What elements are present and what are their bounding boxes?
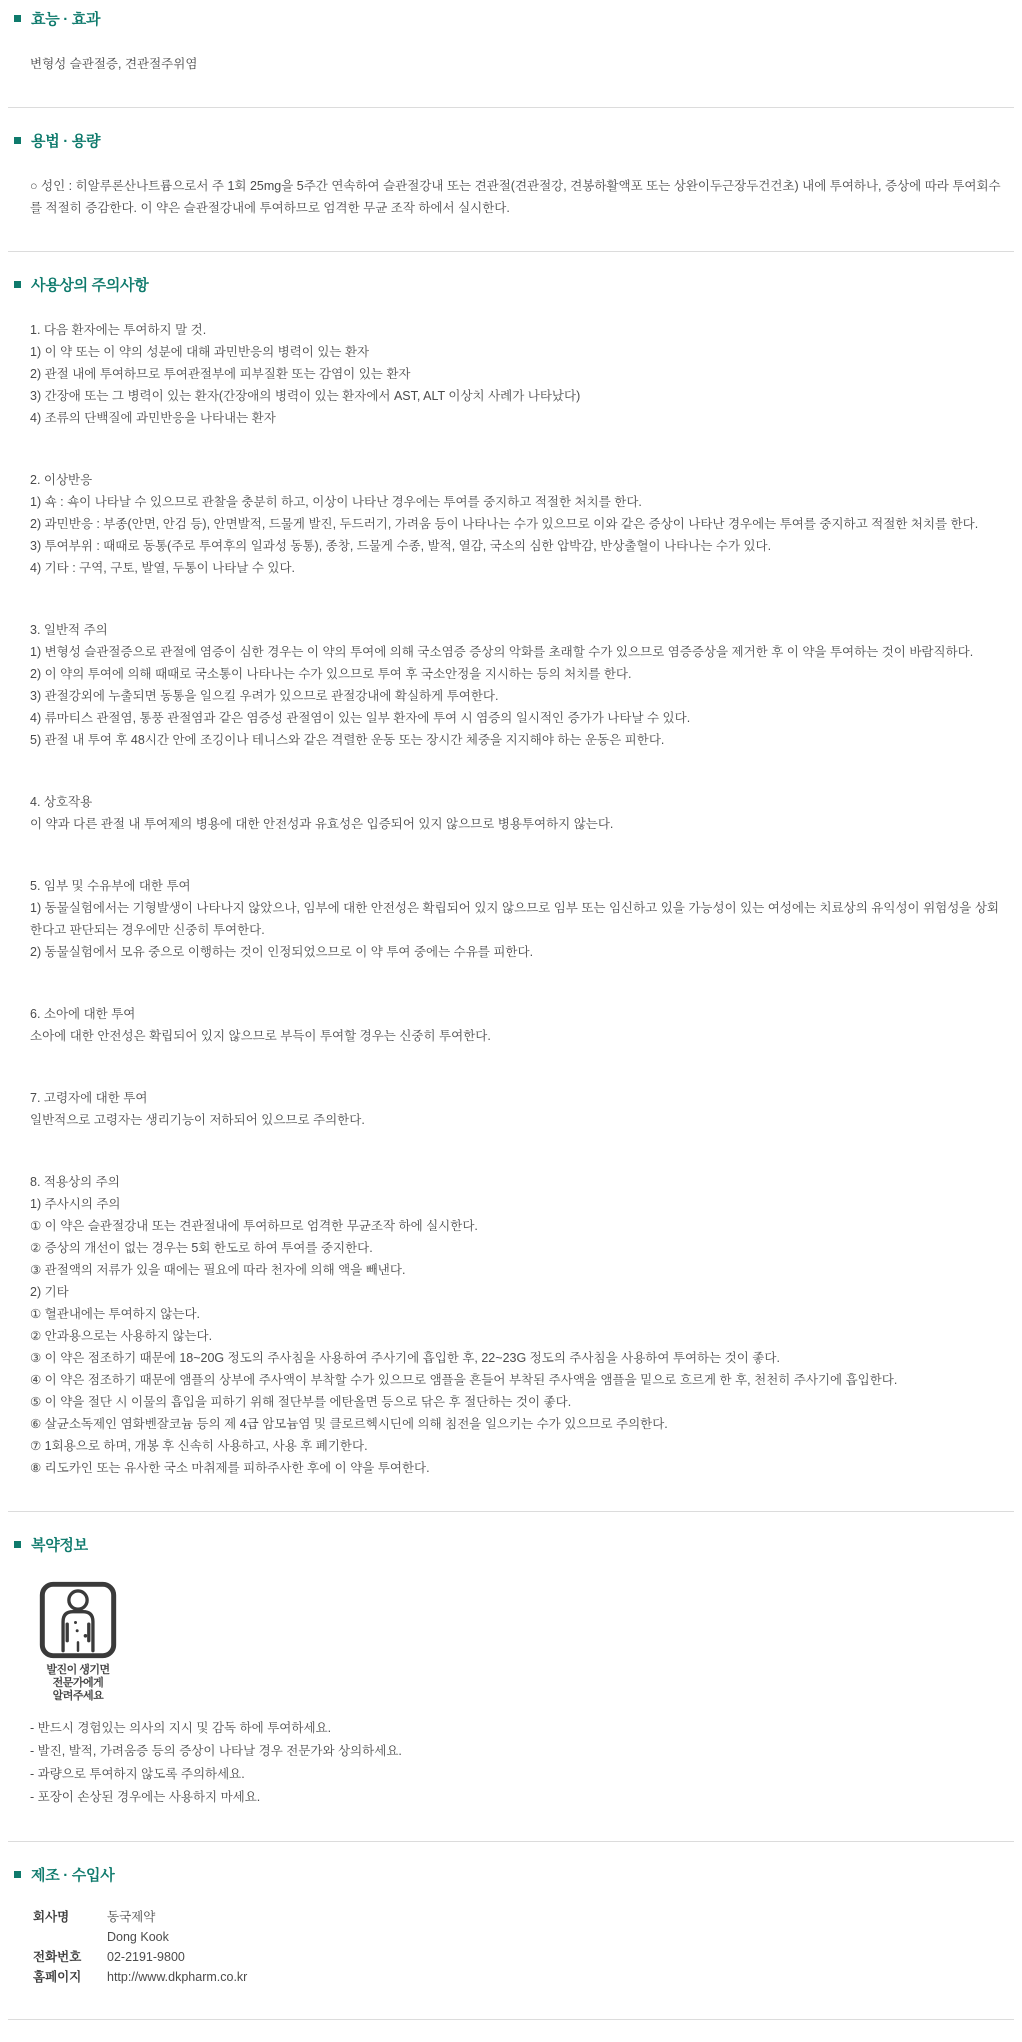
manufacturer-row-value: 02-2191-9800 <box>107 1950 185 1964</box>
manufacturer-row-value: Dong Kook <box>107 1930 169 1944</box>
precaution-line: 6. 소아에 대한 투여 <box>30 1007 136 1021</box>
pictogram-caption <box>46 1664 109 1703</box>
precaution-group <box>30 469 1006 579</box>
precaution-group <box>30 875 1006 963</box>
manufacturer-row-label: 홈페이지 <box>33 1970 82 1984</box>
medication-note: - 과량으로 투여하지 않도록 주의하세요. <box>30 1767 245 1781</box>
medication-info-header <box>14 1534 1022 1555</box>
section-medication-info <box>0 1512 1022 1841</box>
manufacturer-row <box>33 1927 1006 1947</box>
precaution-line: 2. 이상반응 <box>30 473 93 487</box>
manufacturer-row-label: 회사명 <box>33 1910 70 1924</box>
precaution-group <box>30 1087 1006 1131</box>
medication-info-title: 복약정보 <box>31 1537 88 1554</box>
precaution-line: 소아에 대한 안전성은 확립되어 있지 않으므로 부득이 투여할 경우는 신중히 투여한다. <box>30 1029 491 1043</box>
precaution-line: ③ 관절액의 저류가 있을 때에는 필요에 따라 천자에 의해 액을 빼낸다. <box>30 1263 406 1277</box>
efficacy-title: 효능 · 효과 <box>31 11 101 28</box>
pictogram-caption-line: 전문가에게 <box>52 1677 104 1689</box>
precaution-line: 5. 임부 및 수유부에 대한 투여 <box>30 879 191 893</box>
precaution-line: 1) 쇽 : 쇽이 나타날 수 있으므로 관찰을 충분히 하고, 이상이 나타난 경우에는 투여를 중지하고 적절한 처치를 한다. <box>30 495 642 509</box>
pictogram-caption-line: 발진이 생기면 <box>46 1664 110 1676</box>
dosage-header <box>14 130 1022 151</box>
precaution-line: 1. 다음 환자에는 투여하지 말 것. <box>30 323 207 337</box>
medication-notes <box>30 1717 1006 1809</box>
manufacturer-header <box>14 1864 1022 1885</box>
precautions-body <box>30 319 1006 1479</box>
precaution-line: ② 증상의 개선이 없는 경우는 5회 한도로 하여 투여를 중지한다. <box>30 1241 373 1255</box>
section-precautions <box>0 252 1022 1511</box>
precautions-title: 사용상의 주의사항 <box>31 277 149 294</box>
manufacturer-row <box>33 1947 1006 1967</box>
manufacturer-row <box>33 1907 1006 1927</box>
manufacturer-table <box>33 1907 1006 1987</box>
precaution-line: ⑤ 이 약을 절단 시 이물의 흡입을 피하기 위해 절단부를 에탄올면 등으로 닦은 후 절단하는 것이 좋다. <box>30 1395 572 1409</box>
precaution-line: 4) 조류의 단백질에 과민반응을 나타내는 환자 <box>30 411 276 425</box>
section-bullet-icon <box>14 1541 21 1548</box>
precaution-line: 5) 관절 내 투여 후 48시간 안에 조깅이나 테니스와 같은 격렬한 운동 또는 장시간 체중을 지지해야 하는 운동은 피한다. <box>30 733 665 747</box>
section-bullet-icon <box>14 281 21 288</box>
medication-note: - 발진, 발적, 가려움증 등의 증상이 나타날 경우 전문가와 상의하세요. <box>30 1744 402 1758</box>
precaution-line: 1) 동물실험에서는 기형발생이 나타나지 않았으나, 임부에 대한 안전성은 확립되어 있지 않으므로 임부 또는 임신하고 있을 가능성이 있는 여성에는 치료상의 유익성이 위험성을 상회한다고 판단되는 경우에만 신중히 투여한다. <box>30 901 999 937</box>
precaution-line: ② 안과용으로는 사용하지 않는다. <box>30 1329 213 1343</box>
manufacturer-row-label <box>33 1927 107 1947</box>
medication-pictogram <box>38 1581 118 1703</box>
precaution-line: 1) 주사시의 주의 <box>30 1197 121 1211</box>
manufacturer-title: 제조 · 수입사 <box>31 1867 115 1884</box>
precaution-line: 1) 변형성 슬관절증으로 관절에 염증이 심한 경우는 이 약의 투여에 의해 국소염증 증상의 악화를 초래할 수가 있으므로 염증증상을 제거한 후 이 약을 투여하는 것이 바람직하다. <box>30 645 974 659</box>
precaution-group <box>30 319 1006 429</box>
precaution-line: 일반적으로 고령자는 생리기능이 저하되어 있으므로 주의한다. <box>30 1113 365 1127</box>
precaution-line: 3) 간장애 또는 그 병력이 있는 환자(간장애의 병력이 있는 환자에서 AST, ALT 이상치 사례가 나타났다) <box>30 389 581 403</box>
precaution-line: ④ 이 약은 점조하기 때문에 앰플의 상부에 주사액이 부착할 수가 있으므로 앰플을 흔들어 부착된 주사액을 앰플을 밑으로 흐르게 한 후, 천천히 주사기에 흡입한다. <box>30 1373 898 1387</box>
precaution-line: ⑥ 살균소독제인 염화벤잘코늄 등의 제 4급 암모늄염 및 클로르헥시딘에 의해 침전을 일으키는 수가 있으므로 주의한다. <box>30 1417 668 1431</box>
precaution-line: 8. 적용상의 주의 <box>30 1175 120 1189</box>
rash-person-icon <box>39 1581 117 1659</box>
manufacturer-row-label: 전화번호 <box>33 1950 82 1964</box>
precaution-line: ① 이 약은 슬관절강내 또는 견관절내에 투여하므로 엄격한 무균조작 하에 실시한다. <box>30 1219 478 1233</box>
precaution-line: 2) 이 약의 투여에 의해 때때로 국소통이 나타나는 수가 있으므로 투여 후 국소안정을 지시하는 등의 처치를 한다. <box>30 667 632 681</box>
page-bottom-spacer <box>0 2020 1022 2042</box>
section-bullet-icon <box>14 137 21 144</box>
medication-note: - 포장이 손상된 경우에는 사용하지 마세요. <box>30 1790 261 1804</box>
precaution-group <box>30 1003 1006 1047</box>
precaution-line: 3) 투여부위 : 때때로 동통(주로 투여후의 일과성 동통), 종창, 드물게 수종, 발적, 열감, 국소의 심한 압박감, 반상출혈이 나타나는 수가 있다. <box>30 539 772 553</box>
medication-note: - 반드시 경험있는 의사의 지시 및 감독 하에 투여하세요. <box>30 1721 332 1735</box>
section-bullet-icon <box>14 15 21 22</box>
section-bullet-icon <box>14 1871 21 1878</box>
precaution-line: 2) 관절 내에 투여하므로 투여관절부에 피부질환 또는 감염이 있는 환자 <box>30 367 411 381</box>
manufacturer-row-value: 동국제약 <box>107 1910 156 1924</box>
efficacy-text: 변형성 슬관절증, 견관절주위염 <box>30 57 198 71</box>
precaution-line: 4) 류마티스 관절염, 통풍 관절염과 같은 염증성 관절염이 있는 일부 환자에 투여 시 염증의 일시적인 증가가 나타날 수 있다. <box>30 711 691 725</box>
precaution-line: 1) 이 약 또는 이 약의 성분에 대해 과민반응의 병력이 있는 환자 <box>30 345 370 359</box>
dosage-text: ○ 성인 : 히알루론산나트륨으로서 주 1회 25mg을 5주간 연속하여 슬관절강내 또는 견관절(견관절강, 견봉하활액포 또는 상완이두근장두건건초) 내에 투여하나, 증상에 따라 투여회수를 적절히 증감한다. 이 약은 슬관절강내에 투여하므로 엄격한 무균 조작 하에서 실시한다. <box>30 179 1001 215</box>
manufacturer-row-value: http://www.dkpharm.co.kr <box>107 1970 248 1984</box>
dosage-title: 용법 · 용량 <box>31 133 101 150</box>
section-dosage <box>0 108 1022 251</box>
precaution-line: ① 혈관내에는 투여하지 않는다. <box>30 1307 200 1321</box>
section-manufacturer <box>0 1842 1022 2019</box>
section-efficacy <box>0 4 1022 107</box>
precaution-line: ⑦ 1회용으로 하며, 개봉 후 신속히 사용하고, 사용 후 폐기한다. <box>30 1439 368 1453</box>
precaution-line: 이 약과 다른 관절 내 투여제의 병용에 대한 안전성과 유효성은 입증되어 있지 않으므로 병용투여하지 않는다. <box>30 817 614 831</box>
precaution-group <box>30 1171 1006 1479</box>
precaution-line: 4) 기타 : 구역, 구토, 발열, 두통이 나타날 수 있다. <box>30 561 296 575</box>
precaution-line: 3) 관절강외에 누출되면 동통을 일으킬 우려가 있으므로 관절강내에 확실하게 투여한다. <box>30 689 499 703</box>
pictogram-caption-line: 알려주세요 <box>52 1690 104 1702</box>
precaution-line: 7. 고령자에 대한 투여 <box>30 1091 148 1105</box>
precaution-line: 2) 기타 <box>30 1285 69 1299</box>
precaution-line: ⑧ 리도카인 또는 유사한 국소 마취제를 피하주사한 후에 이 약을 투여한다. <box>30 1461 430 1475</box>
precaution-line: ③ 이 약은 점조하기 때문에 18~20G 정도의 주사침을 사용하여 주사기에 흡입한 후, 22~23G 정도의 주사침을 사용하여 투여하는 것이 좋다. <box>30 1351 780 1365</box>
precaution-line: 2) 과민반응 : 부종(안면, 안검 등), 안면발적, 드물게 발진, 두드러기, 가려움 등이 나타나는 수가 있으므로 이와 같은 증상이 나타난 경우에는 투여를 중지하고 적절한 처치를 한다. <box>30 517 979 531</box>
precaution-line: 3. 일반적 주의 <box>30 623 108 637</box>
precaution-line: 4. 상호작용 <box>30 795 93 809</box>
precaution-line: 2) 동물실험에서 모유 중으로 이행하는 것이 인정되었으므로 이 약 투여 중에는 수유를 피한다. <box>30 945 534 959</box>
precautions-header <box>14 274 1022 295</box>
precaution-group <box>30 619 1006 751</box>
efficacy-header <box>14 8 1022 29</box>
precaution-group <box>30 791 1006 835</box>
manufacturer-row <box>33 1967 1006 1987</box>
